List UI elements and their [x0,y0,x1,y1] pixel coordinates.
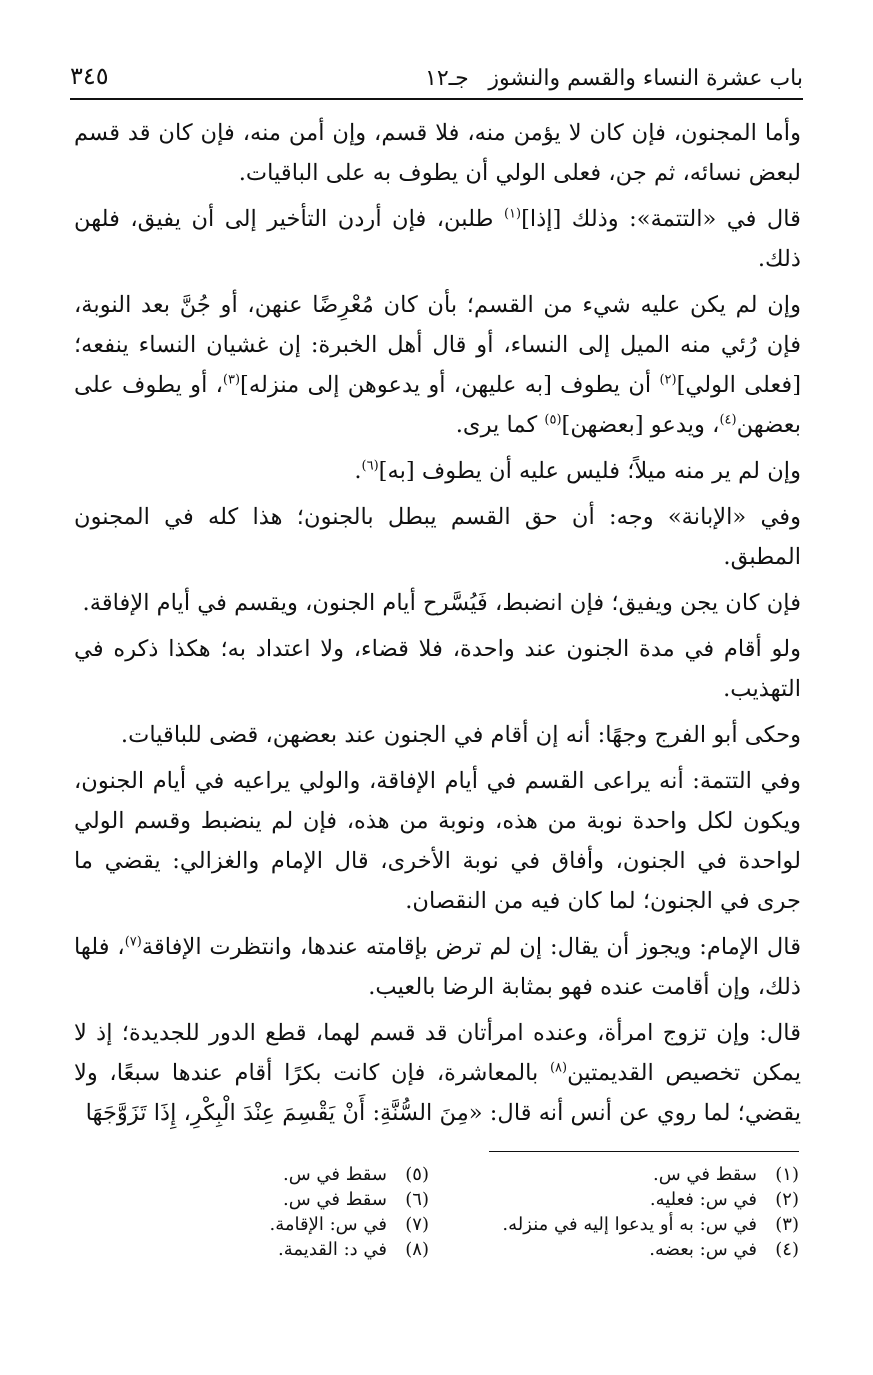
footnote-text: في س: بعضه. [649,1239,757,1260]
main-text [74,113,801,1139]
paragraph [74,451,801,491]
footnote-text: سقط في س. [652,1164,757,1185]
footnote-reference: (٤) [719,412,737,428]
paragraph-text: أن يطوف [به عليهن، أو يدعوهن إلى منزله] [240,372,660,398]
footnote [99,1187,429,1212]
footnote-text: سقط في س. [282,1189,387,1210]
footnote-number: (٧) [405,1214,429,1235]
footnote-text: في س: الإقامة. [269,1214,387,1235]
paragraph-text: وحكى أبو الفرج وجهًا: أنه إن أقام في الجنون عند بعضهن، قضى للباقيات. [120,722,801,748]
paragraph-text: ولو أقام في مدة الجنون عند واحدة، فلا قضاء، ولا اعتداد به؛ هكذا ذكره في التهذيب. [74,636,801,702]
chapter-title: باب عشرة النساء والقسم والنشوز [488,66,803,91]
paragraph [74,113,801,193]
footnote-number: (٢) [775,1189,799,1210]
footnote-number: (٦) [405,1189,429,1210]
paragraph-text: قال: وإن تزوج امرأة، وعنده امرأتان قد قسم لهما، قطع الدور للجديدة؛ إذ لا يمكن تخصيص القديمتين [74,1020,801,1086]
footnote [419,1162,799,1187]
page-number: ٣٤٥ [70,62,109,90]
footnote-number: (٨) [405,1239,429,1260]
paragraph [74,285,801,445]
footnote-reference: (٥) [544,412,562,428]
paragraph [74,927,801,1007]
paragraph-text: طلبن، فإن أردن التأخير إلى أن يفيق، فلهن ذلك. [74,206,801,272]
footnote [419,1212,799,1237]
footnote-reference: (٨) [549,1060,568,1076]
footnote-text: في س: به أو يدعوا إليه في منزله. [502,1214,757,1235]
paragraph-text: وإن لم ير منه ميلاً؛ فليس عليه أن يطوف [به] [378,458,801,484]
paragraph-text: وأما المجنون، فإن كان لا يؤمن منه، فلا قسم، وإن أمن منه، فإن كان قد قسم لبعض نسائه، ثم جن، فعلى الولي أن يطوف به على الباقيات. [74,120,801,186]
paragraph-text: ، ويدعو [بعضهن] [561,412,720,438]
footnotes-column-left [99,1162,429,1262]
paragraph [74,715,801,755]
paragraph [74,1013,801,1133]
paragraph [74,761,801,921]
paragraph [74,629,801,709]
footnote-text: سقط في س. [282,1164,387,1185]
footnote-text: في د: القديمة. [278,1239,387,1260]
footnote [99,1237,429,1262]
paragraph-text: وفي التتمة: أنه يراعى القسم في أيام الإفاقة، والولي يراعيه في أيام الجنون، ويكون لكل واحدة نوبة من هذه، ونوبة من هذه، فإن لم ينضبط وقسم الولي لواحدة في الجنون، وأفاق في نوبة الأخرى، قال الإمام والغزالي: يقضي ما جرى في الجنون؛ لما كان فيه من النقصان. [74,768,801,914]
footnote [99,1212,429,1237]
footnote-number: (٣) [775,1214,799,1235]
footnote-reference: (١) [503,206,522,222]
paragraph-text: قال الإمام: ويجوز أن يقال: إن لم ترض بإقامته عندها، وانتظرت الإفاقة [141,934,801,960]
footnote [99,1162,429,1187]
running-header [70,58,803,98]
footnote-reference: (٣) [222,372,241,388]
paragraph [74,497,801,577]
footnote-number: (٤) [775,1239,799,1260]
footnote-number: (٥) [405,1164,429,1185]
footnote-rule [489,1151,799,1152]
footnote-reference: (٧) [124,934,142,950]
footnote [419,1187,799,1212]
paragraph [74,583,801,623]
paragraph-text: قال في «التتمة»: وذلك [إذا] [521,206,801,232]
paragraph-text: ، أو يطوف على بعضهن [74,372,801,438]
paragraph-text: فإن كان يجن ويفيق؛ فإن انضبط، فَيُسَّرح أيام الجنون، ويقسم في أيام الإفاقة. [82,590,801,616]
footnote-text: في س: فعليه. [649,1189,757,1210]
paragraph [74,199,801,279]
footnote-reference: (٢) [659,372,677,388]
paragraph-text: بالمعاشرة، فإن كانت بكرًا أقام عندها سبعًا، ولا يقضي؛ لما روي عن أنس أنه قال: «مِنَ السُّنَّةِ: أَنْ يَقْسِمَ عِنْدَ الْبِكْرِ، إِذَا تَزَوَّجَهَا [74,1060,801,1126]
header-rule [70,98,803,100]
footnote-reference: (٦) [361,458,379,474]
volume-number: جـ١٢ [425,66,469,91]
paragraph-text: وإن لم يكن عليه شيء من القسم؛ بأن كان مُعْرِضًا عنهن، أو جُنَّ بعد النوبة، فإن رُئي منه الميل إلى النساء، أو قال أهل الخبرة: إن غشيان النساء ينفعه؛ [فعلى الولي] [74,292,802,398]
footnote [419,1237,799,1262]
paragraph-text: . [354,458,362,484]
paragraph-text: ، فلها ذلك، وإن أقامت عنده فهو بمثابة الرضا بالعيب. [74,934,801,1000]
footnote-number: (١) [775,1164,799,1185]
paragraph-text: وفي «الإبانة» وجه: أن حق القسم يبطل بالجنون؛ هذا كله في المجنون المطبق. [74,504,801,570]
paragraph-text: كما يرى. [455,412,545,438]
footnotes-column-right [419,1162,799,1262]
